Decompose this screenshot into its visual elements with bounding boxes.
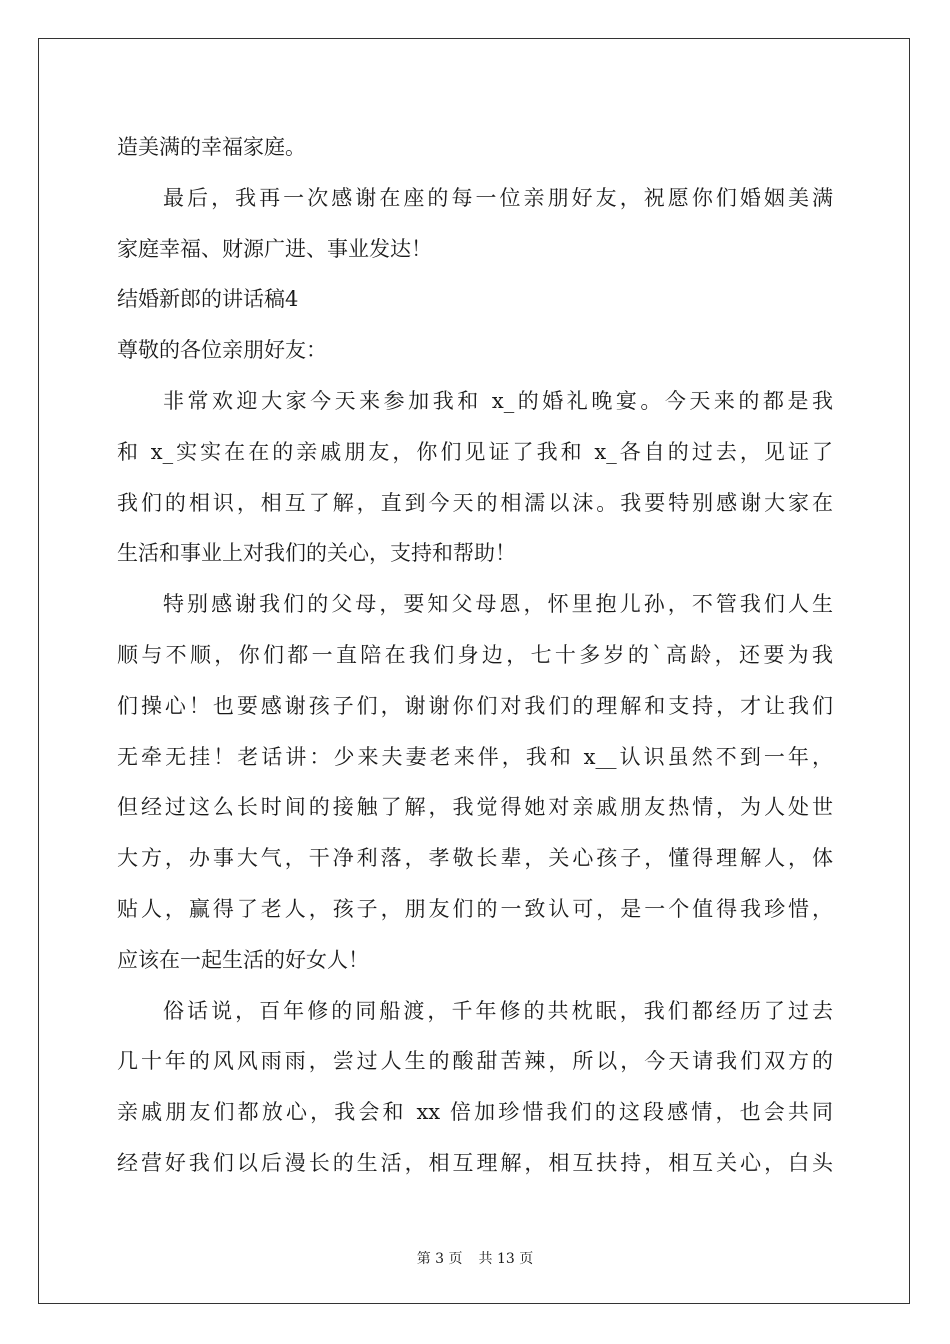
text-line: 但经过这么长时间的接触了解，我觉得她对亲戚朋友热情，为人处世 bbox=[117, 795, 833, 820]
text-line: 几十年的风风雨雨，尝过人生的酸甜苦辣，所以，今天请我们双方的 bbox=[117, 1049, 833, 1074]
text-line: 特别感谢我们的父母，要知父母恩，怀里抱儿孙，不管我们人生 bbox=[163, 592, 833, 617]
text-line: 造美满的幸福家庭。 bbox=[117, 135, 306, 159]
text-line: 经营好我们以后漫长的生活，相互理解，相互扶持，相互关心，白头 bbox=[117, 1150, 833, 1175]
section-heading: 结婚新郎的讲话稿4 bbox=[117, 287, 299, 312]
text-line: 应该在一起生活的好女人！ bbox=[117, 947, 369, 972]
text-line: 非常欢迎大家今天来参加我和 x_的婚礼晚宴。今天来的都是我 bbox=[163, 388, 833, 413]
text-line: 顺与不顺，你们都一直陪在我们身边，七十多岁的`高龄，还要为我 bbox=[117, 642, 833, 667]
text-line: 家庭幸福、财源广进、事业发达！ bbox=[117, 236, 432, 261]
page-total: 共 13 页 bbox=[478, 1251, 534, 1267]
text-line: 我们的相识，相互了解，直到今天的相濡以沫。我要特别感谢大家在 bbox=[117, 490, 833, 515]
page-number: 第 3 页 bbox=[416, 1251, 463, 1267]
text-line: 俗话说，百年修的同船渡，千年修的共枕眠，我们都经历了过去 bbox=[163, 998, 833, 1023]
text-line: 贴人，赢得了老人，孩子，朋友们的一致认可，是一个值得我珍惜， bbox=[117, 896, 833, 921]
text-line: 们操心！也要感谢孩子们，谢谢你们对我们的理解和支持，才让我们 bbox=[117, 693, 833, 718]
text-line: 大方，办事大气，干净利落，孝敬长辈，关心孩子，懂得理解人，体 bbox=[117, 846, 833, 871]
text-line: 和 x_实实在在的亲戚朋友，你们见证了我和 x_各自的过去，见证了 bbox=[117, 439, 833, 464]
text-line: 亲戚朋友们都放心，我会和 xx 倍加珍惜我们的这段感情，也会共同 bbox=[117, 1100, 833, 1125]
salutation: 尊敬的各位亲朋好友： bbox=[117, 338, 327, 363]
document-body bbox=[117, 122, 833, 1189]
text-line: 生活和事业上对我们的关心，支持和帮助！ bbox=[117, 541, 516, 566]
text-line: 最后，我再一次感谢在座的每一位亲朋好友，祝愿你们婚姻美满 bbox=[163, 185, 833, 210]
text-line: 无牵无挂！老话讲：少来夫妻老来伴，我和 x__认识虽然不到一年， bbox=[117, 744, 833, 769]
page-footer bbox=[0, 1248, 950, 1268]
